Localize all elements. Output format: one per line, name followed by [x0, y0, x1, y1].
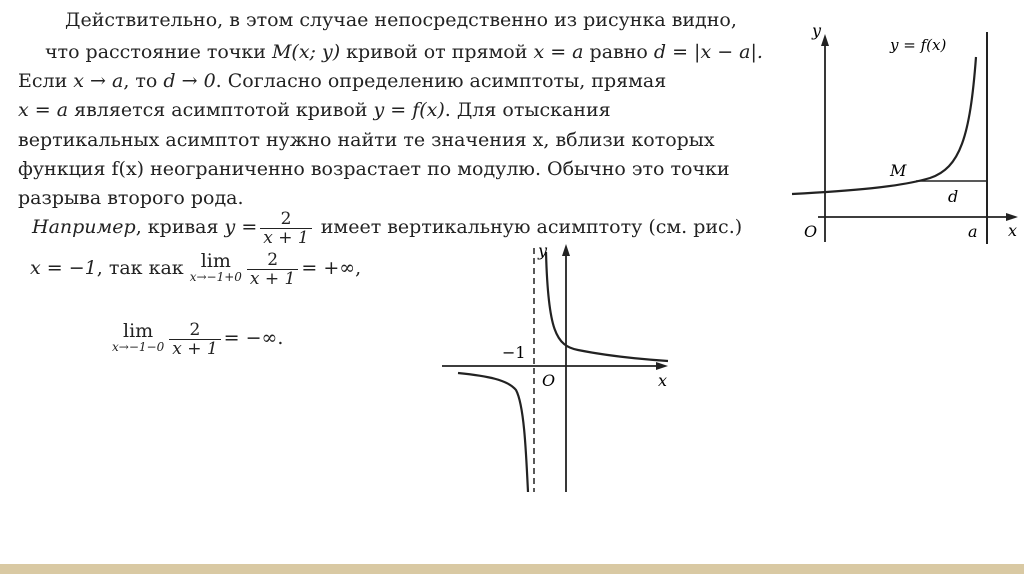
text-l2e: равно — [583, 41, 654, 63]
fraction-1-num: 2 — [280, 208, 292, 229]
text-l7: разрыва второго рода. — [18, 187, 244, 209]
fig1-a-label: a — [968, 222, 978, 241]
fig2-branch-left — [458, 373, 528, 492]
text-l4b: является асимптотой кривой — [68, 99, 374, 121]
fig2-origin-label: O — [542, 371, 556, 390]
text-l4c: y = f(x) — [373, 99, 445, 121]
text-line-4 — [18, 98, 611, 122]
fig2-x-label: x — [658, 371, 668, 390]
text-line-2 — [45, 40, 763, 64]
text-l3d: d → 0 — [163, 70, 216, 92]
text-l3a: Если — [18, 70, 74, 92]
fig2-branch-right — [546, 252, 668, 361]
fig2-y-label: y — [538, 241, 548, 260]
fig1-origin-label: O — [804, 222, 818, 241]
fig1-distance-label: d — [948, 187, 959, 206]
limit-1-sub: x→−1+0 — [189, 270, 242, 284]
fig1-y-arrow — [821, 34, 829, 46]
text-l10c: = −∞. — [223, 327, 284, 349]
text-line-5 — [18, 128, 715, 152]
text-l8c: y = — [224, 216, 258, 238]
text-line-10 — [112, 318, 283, 358]
fig1-func-label: y = f(x) — [890, 36, 947, 54]
text-l2b: M(x; y) — [271, 41, 341, 63]
limit-2-sub: x→−1−0 — [112, 340, 165, 354]
text-l2c: кривой от прямой — [340, 41, 534, 63]
fraction-2 — [247, 251, 298, 288]
text-l2a: что расстояние точки — [45, 41, 272, 63]
fraction-2-den: x + 1 — [247, 269, 298, 288]
fig1-x-arrow — [1006, 213, 1018, 221]
text-l9c: = +∞, — [301, 257, 362, 279]
text-line-6 — [18, 157, 730, 181]
fig1-curve — [792, 57, 976, 194]
text-line-1 — [65, 8, 737, 32]
figure-asymptote-general — [790, 12, 1024, 248]
fraction-1 — [260, 210, 311, 247]
fig1-x-label: x — [1008, 221, 1018, 240]
text-l9b: , так как — [96, 257, 184, 279]
limit-2 — [112, 320, 165, 355]
text-l4d: . Для отыскания — [444, 99, 611, 121]
text-l6: функция f(x) неограниченно возрастает по модулю. Обычно это точки — [18, 158, 730, 180]
fraction-3-den: x + 1 — [169, 339, 220, 358]
fig2-y-arrow — [562, 244, 570, 256]
limit-1 — [189, 250, 242, 285]
text-l2d: x = a — [533, 41, 584, 63]
fig1-y-label: y — [812, 21, 822, 40]
fig2-x-arrow — [656, 362, 668, 370]
fig1-point-label: M — [890, 161, 907, 180]
text-l8a: Например — [32, 216, 136, 238]
text-l3b: x → a — [73, 70, 124, 92]
text-l1: Действительно, в этом случае непосредственно из рисунка видно, — [65, 9, 737, 31]
text-line-9 — [30, 248, 361, 288]
text-l8d: имеет вертикальную асимптоту (см. рис.) — [314, 216, 743, 238]
text-l2f: d = |x − a|. — [653, 41, 763, 63]
bottom-bar — [0, 564, 1024, 574]
fraction-1-den: x + 1 — [260, 228, 311, 247]
figure-hyperbola — [438, 240, 678, 494]
text-l5: вертикальных асимптот нужно найти те значения x, вблизи которых — [18, 129, 715, 151]
limit-1-lim: lim — [200, 250, 231, 272]
text-l4a: x = a — [18, 99, 69, 121]
text-l8b: , кривая — [135, 216, 225, 238]
limit-2-lim: lim — [123, 320, 154, 342]
fraction-2-num: 2 — [267, 249, 279, 270]
fraction-3 — [169, 321, 220, 358]
text-l3c: , то — [123, 70, 164, 92]
text-l3e: . Согласно определению асимптоты, прямая — [215, 70, 667, 92]
text-l9a: x = −1 — [30, 257, 97, 279]
fig2-minus-one-label: −1 — [502, 343, 526, 362]
fraction-3-num: 2 — [189, 319, 201, 340]
text-line-3 — [18, 69, 666, 93]
